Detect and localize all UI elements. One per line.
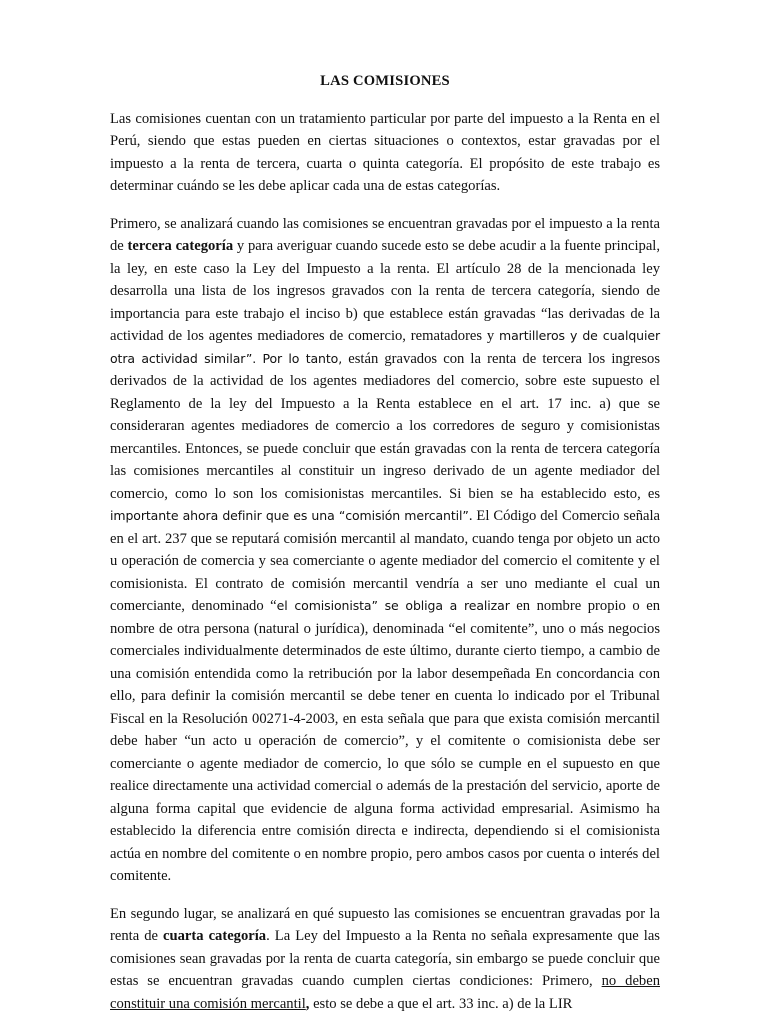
- paragraph-text: y para averiguar cuando sucede esto se debe acudir a la fuente principal, la ley, en este caso la Ley del Impuesto a la renta. El artículo 28 de la mencionada ley desarrolla una lista de los ingresos gravados con la renta de tercera categoría, siendo de importancia para este trabajo el inciso b) que establece están gravadas “las derivadas de la actividad de los agentes mediadores de comercio, rematadores y: [110, 238, 660, 344]
- bold-term-tercera: tercera categoría: [127, 238, 234, 254]
- underlined-condition: no deben constituir una comisión mercantil: [110, 973, 660, 1012]
- bold-comma: ,: [305, 995, 310, 1012]
- bold-term-cuarta: cuarta categoría: [163, 928, 267, 944]
- paragraph-text: esto se debe a que el art. 33 inc. a) de la LIR: [309, 995, 573, 1012]
- quoted-text: el comisionista” se obliga a realizar: [276, 598, 510, 613]
- paragraph-text: Primero, se analizará cuando las comisiones se encuentran gravadas por el impuesto a la renta de: [110, 215, 660, 254]
- document-title: LAS COMISIONES: [320, 73, 450, 89]
- paragraph-text: están gravados con la renta de tercera los ingresos derivados de la actividad de los agentes mediadores del comercio, sobre este supuesto el Reglamento de la ley del Impuesto a la Renta establece en el art. 17 inc. a) que se consideraran agentes mediadores de comercio a los corredores de seguro y comisionistas mercantiles. Entonces, se puede concluir que están gravadas con la renta de tercera categoría las comisiones mercantiles al constituir un ingreso derivado de un agente mediador del comercio, como lo son los comisionistas mercantiles. Si bien se ha establecido esto, es: [110, 350, 661, 502]
- document-body: [110, 70, 660, 1030]
- quoted-text: importante ahora definir que es una “comisión mercantil”: [110, 508, 469, 523]
- paragraph-text: comitente”, uno o más negocios comerciales individualmente determinados de este último, durante cierto tiempo, a cambio de una comisión entendida como la retribución por la labor desempeñada En concordancia con ello, para definir la comisión mercantil se debe tener en cuenta lo indicado por el Tribunal Fiscal en la Resolución 00271-4-2003, en esta señala que para que exista comisión mercantil debe haber “un acto u operación de comercio”, y el comitente o comisionista debe ser comerciante o agente mediador de comercio, lo que sólo se cumple en el supuesto en que realice directamente una actividad comercial o además de la prestación del servicio, aporte de alguna forma capital que evidencie de alguna forma actividad empresarial. Asimismo ha establecido la diferencia entre comisión directa e indirecta, dependiendo si el comisionista actúa en nombre del comitente o en nombre propio, pero ambos casos por cuenta o interés del comitente.: [110, 620, 661, 884]
- paragraph-text: en nombre propio o en nombre de otra persona (natural o jurídica), denominada “: [110, 598, 660, 637]
- paragraph-text: . La Ley del Impuesto a la Renta no señala expresamente que las comisiones sean gravadas por la renta de cuarta categoría, sin embargo se puede concluir que estas se encuentran gravadas cuando cumplen ciertas condiciones: Primero,: [110, 928, 660, 989]
- paragraph-text: . El Código del Comercio señala en el art. 237 que se reputará comisión mercantil al mandato, cuando tenga por objeto un acto u operación de comercia y sea comerciante o agente mediador del comercio el comitente y el comisionista. El contrato de comisión mercantil vendría a ser uno mediante el cual un comerciante, denominado “: [110, 508, 660, 614]
- paragraph-text: En segundo lugar, se analizará en qué supuesto las comisiones se encuentran gravadas por la renta de: [110, 905, 660, 944]
- paragraph-cuarta-categoria: [110, 903, 660, 1016]
- paragraph-intro: Las comisiones cuentan con un tratamiento particular por parte del impuesto a la Renta en el Perú, siendo que estas pueden en ciertas situaciones o contextos, estar gravadas por el impuesto a la renta de tercera, cuarta o quinta categoría. El propósito de este trabajo es determinar cuándo se les debe aplicar cada una de estas categorías.: [110, 110, 660, 194]
- paragraph-tercera-categoria: [110, 213, 660, 888]
- quoted-text: martilleros y de cualquier otra actividad similar”. Por lo tanto,: [110, 328, 660, 366]
- quoted-text: el: [454, 620, 466, 636]
